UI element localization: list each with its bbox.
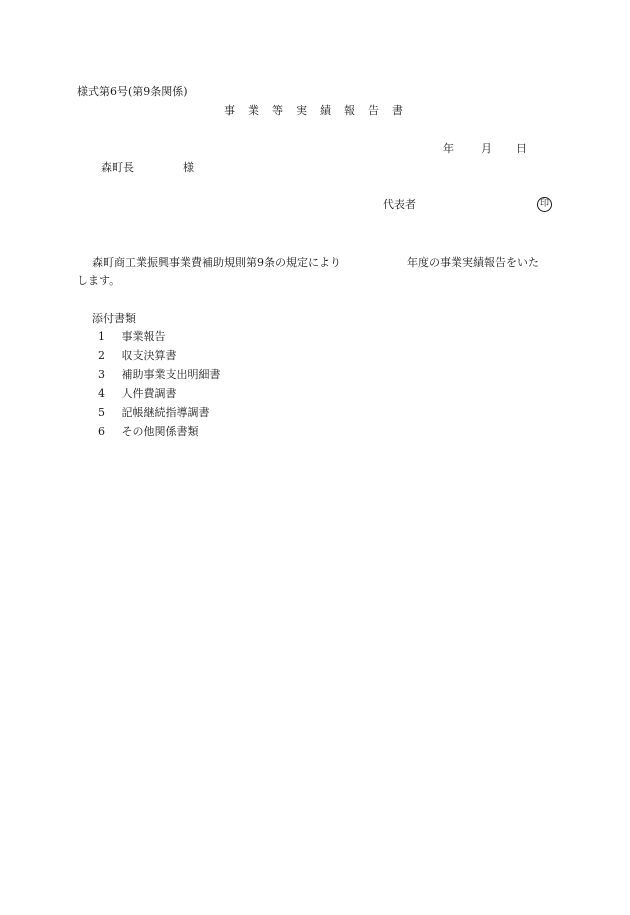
- form-number: 様式第6号(第9条関係): [77, 85, 188, 98]
- seal-icon: 印: [537, 197, 552, 212]
- body-text-line2: します。: [77, 274, 121, 287]
- list-item: [98, 426, 221, 445]
- list-item: [98, 369, 221, 388]
- attachment-number: 4: [98, 387, 105, 400]
- body-text-line1-part1: 森町商工業振興事業費補助規則第9条の規定により: [92, 256, 341, 269]
- list-item: [98, 388, 221, 407]
- list-item: [98, 350, 221, 369]
- attachment-number: 5: [98, 406, 105, 419]
- date-month-label: 月: [481, 142, 492, 155]
- attachment-number: 2: [98, 349, 105, 362]
- date-day-label: 日: [516, 142, 527, 155]
- date-year-label: 年: [443, 142, 454, 155]
- attachment-number: 1: [98, 330, 105, 343]
- body-text-line1-part2: 年度の事業実績報告をいた: [407, 256, 539, 269]
- attachment-number: 3: [98, 368, 105, 381]
- addressee-name: 森町長: [101, 161, 134, 174]
- attachments-list: [98, 331, 221, 445]
- attachment-label: 補助事業支出明細書: [121, 368, 221, 381]
- attachments-heading: 添付書類: [92, 312, 136, 325]
- list-item: [98, 331, 221, 350]
- representative-label: 代表者: [383, 198, 416, 211]
- attachment-label: 収支決算書: [121, 349, 177, 362]
- list-item: [98, 407, 221, 426]
- attachment-label: その他関係書類: [121, 425, 199, 438]
- attachment-label: 記帳継続指導調書: [121, 406, 210, 419]
- attachment-label: 事業報告: [121, 330, 166, 343]
- document-title: 事 業 等 実 績 報 告 書: [224, 104, 404, 117]
- attachment-label: 人件費調書: [121, 387, 177, 400]
- addressee-honorific: 様: [183, 161, 194, 174]
- attachment-number: 6: [98, 425, 105, 438]
